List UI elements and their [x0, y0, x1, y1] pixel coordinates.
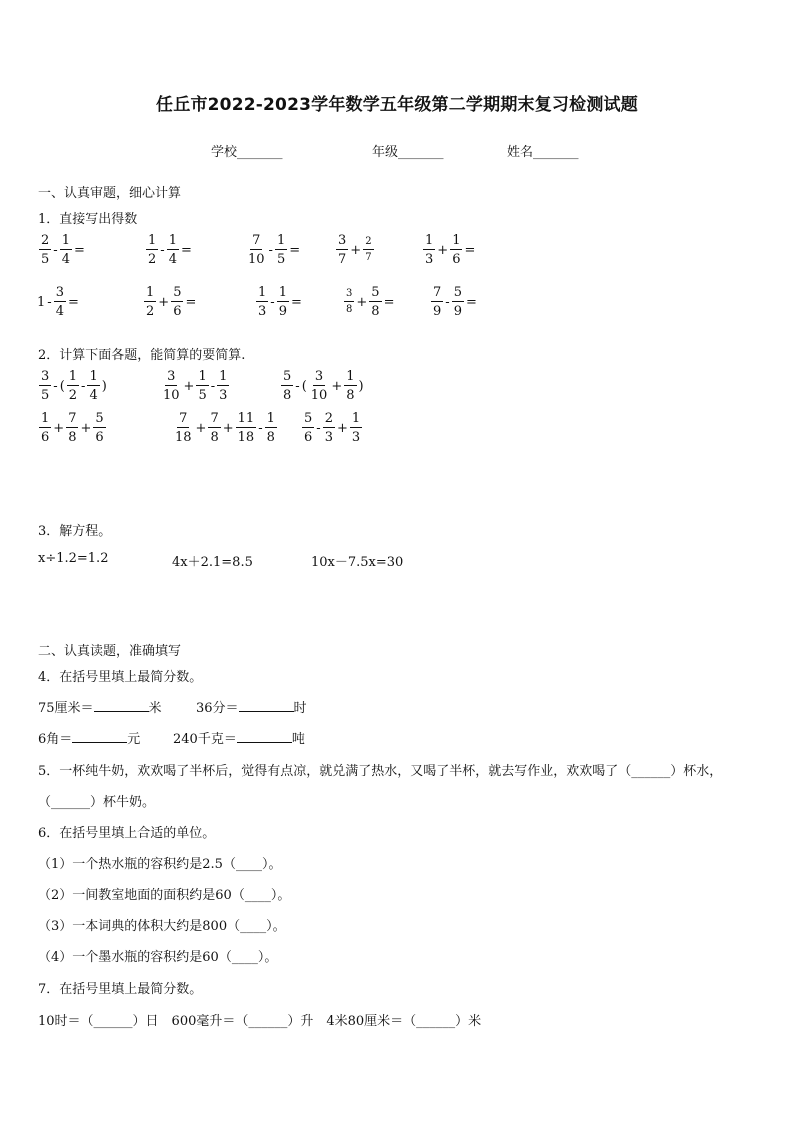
q2-expr-2: $\frac{3}{10}$ + $\frac{1}{5}$ - $\frac{1}{3}$ [163, 369, 228, 403]
q2-expr-1: $\frac{3}{5}$ - ( $\frac{1}{2}$ - $\frac{1}{4}$ ) [41, 369, 107, 403]
q1-expr-7: $\frac{1}{2}$ + $\frac{5}{6}$ = [146, 285, 197, 319]
q6-item-1: （1）一个热水瓶的容积约是2.5（____）。 [38, 857, 282, 872]
q2-expr-6: $\frac{5}{6}$ - $\frac{2}{3}$ + $\frac{1}{3}$ [304, 411, 361, 445]
name-field[interactable]: 姓名_______ [507, 145, 579, 160]
q5-line-2: （______）杯牛奶。 [38, 795, 156, 810]
q4-item-1: 75厘米＝ 米 [38, 701, 162, 716]
q1-expr-1: $\frac{2}{5}$ - $\frac{1}{4}$ = [41, 233, 85, 267]
q1-expr-5: $\frac{1}{3}$ + $\frac{1}{6}$ = [425, 233, 476, 267]
q3-label: 3．解方程。 [38, 524, 112, 539]
q4-blank-1[interactable] [94, 699, 149, 712]
q4-item-3: 6角＝ 元 [38, 732, 141, 747]
q3-equation-1: x÷1.2=1.2 [38, 551, 109, 566]
q1-expr-2: $\frac{1}{2}$ - $\frac{1}{4}$ = [148, 233, 192, 267]
q1-expr-9: $\frac{3}{8}$ + $\frac{5}{8}$ = [346, 285, 395, 319]
q1-label: 1．直接写出得数 [38, 212, 138, 227]
q4-blank-2[interactable] [239, 699, 294, 712]
q1-expr-6: 1 - $\frac{3}{4}$ = [37, 285, 79, 319]
q1-expr-4: $\frac{3}{7}$ + $\frac{2}{7}$ [338, 233, 372, 267]
q1-expr-3: $\frac{7}{10}$ - $\frac{1}{5}$ = [248, 233, 301, 267]
q1-expr-10: $\frac{7}{9}$ - $\frac{5}{9}$ = [433, 285, 477, 319]
q6-item-4: （4）一个墨水瓶的容积约是60（____）。 [38, 950, 278, 965]
q4-blank-3[interactable] [72, 730, 127, 743]
q7-line: 10时＝（______）日 600毫升＝（______）升 4米80厘米＝（______）米 [38, 1014, 482, 1029]
q3-equation-3: 10x－7.5x=30 [311, 555, 404, 570]
q7-label: 7．在括号里填上最简分数。 [38, 982, 203, 997]
q6-item-3: （3）一本词典的体积大约是800（____）。 [38, 919, 286, 934]
q3-equation-2: 4x＋2.1=8.5 [172, 555, 253, 570]
q1-expr-8: $\frac{1}{3}$ - $\frac{1}{9}$ = [258, 285, 302, 319]
q4-item-4: 240千克＝ 吨 [173, 732, 305, 747]
school-field[interactable]: 学校_______ [211, 145, 283, 160]
page-title: 任丘市2022-2023学年数学五年级第二学期期末复习检测试题 [156, 95, 638, 115]
q2-label: 2．计算下面各题，能简算的要简算. [38, 348, 246, 363]
q5-line-1: 5．一杯纯牛奶，欢欢喝了半杯后，觉得有点凉，就兑满了热水，又喝了半杯，就去写作业，欢欢喝了（______）杯水， [38, 764, 723, 779]
q6-item-2: （2）一间教室地面的面积约是60（____）。 [38, 888, 291, 903]
q6-label: 6．在括号里填上合适的单位。 [38, 826, 216, 841]
q4-item-2: 36分＝ 时 [196, 701, 307, 716]
section2-heading: 二、认真读题，准确填写 [38, 644, 182, 659]
q4-label: 4．在括号里填上最简分数。 [38, 670, 203, 685]
q2-expr-4: $\frac{1}{6}$ + $\frac{7}{8}$ + $\frac{5}{6}$ [41, 411, 104, 445]
q2-expr-3: $\frac{5}{8}$ - ( $\frac{3}{10}$ + $\frac{1}{8}$ ) [283, 369, 364, 403]
section1-heading: 一、认真审题，细心计算 [38, 186, 182, 201]
q2-expr-5: $\frac{7}{18}$ + $\frac{7}{8}$ + $\frac{11}{18}$ - $\frac{1}{8}$ [175, 411, 275, 445]
grade-field[interactable]: 年级_______ [372, 145, 444, 160]
q4-blank-4[interactable] [237, 730, 292, 743]
